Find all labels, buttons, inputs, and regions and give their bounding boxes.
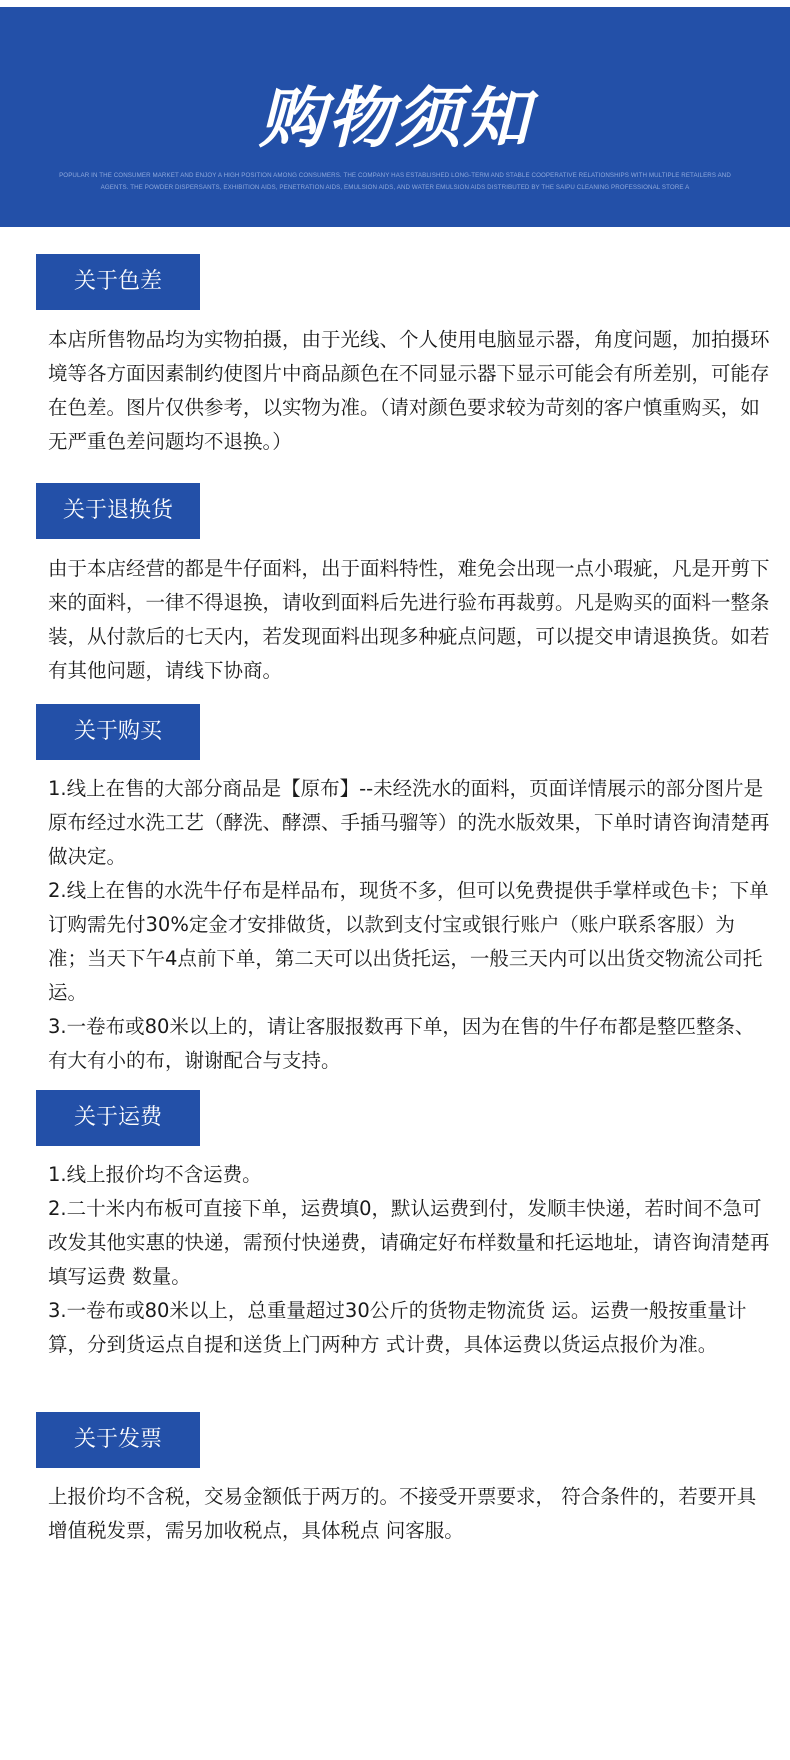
paragraph: 由于本店经营的都是牛仔面料，出于面料特性，难免会出现一点小瑕疵，凡是开剪下来的面料，一律不得退换，请收到面料后先进行验布再裁剪。凡是购买的面料一整条装，从付款后的七天内，若发现面料出现多种疵点问题，可以提交申请退换货。如若有其他问题，请线下协商。 [48, 557, 770, 682]
banner-subtitle: POPULAR IN THE CONSUMER MARKET AND ENJOY A HIGH POSITION AMONG CONSUMERS. THE COMPANY HAS ESTABLISHED LONG-TERM AND STABLE COOPERATIVE RELATIONSHIPS WITH MULTIPLE RETAILERS AND AGENTS. THE POWDER DISPERSANTS, EXHIBITION AIDS, PENETRATION AIDS, EMULSION AIDS, AND WATER EMULSION AIDS DISTRIBUTED BY THE SAIPU CLEANING PROFESSIONAL STORE A [59, 172, 731, 191]
section-heading-invoice: 关于发票 [36, 1412, 200, 1468]
paragraph: 3.一卷布或80米以上，总重量超过30公斤的货物走物流货 运。运费一般按重量计算，分到货运点自提和送货上门两种方 式计费，具体运费以货运点报价为准。 [48, 1299, 747, 1356]
header-banner [0, 7, 790, 227]
section-body-color-difference [48, 323, 770, 459]
section-heading-returns: 关于退换货 [36, 483, 200, 539]
paragraph: 3.一卷布或80米以上的，请让客服报数再下单，因为在售的牛仔布都是整匹整条、有大有小的布，谢谢配合与支持。 [48, 1015, 755, 1072]
paragraph: 2.线上在售的水洗牛仔布是样品布，现货不多，但可以免费提供手掌样或色卡；下单订购需先付30%定金才安排做货，以款到支付宝或银行账户（账户联系客服）为准；当天下午4点前下单，第二天可以出货托运，一般三天内可以出货交物流公司托运。 [48, 879, 769, 1004]
paragraph: 本店所售物品均为实物拍摄，由于光线、个人使用电脑显示器，角度问题，加拍摄环境等各方面因素制约使图片中商品颜色在不同显示器下显示可能会有所差别，可能存在色差。图片仅供参考，以实物为准。（请对颜色要求较为苛刻的客户慎重购买，如无严重色差问题均不退换。） [48, 328, 770, 453]
paragraph: 1.线上报价均不含运费。 [48, 1163, 262, 1186]
section-body-purchase [48, 772, 770, 1078]
paragraph: 2.二十米内布板可直接下单，运费填0，默认运费到付，发顺丰快递，若时间不急可改发其他实惠的快递，需预付快递费，请确定好布样数量和托运地址，请咨询清楚再填写运费 数量。 [48, 1197, 770, 1288]
paragraph: 1.线上在售的大部分商品是【原布】--未经洗水的面料，页面详情展示的部分图片是原布经过水洗工艺（酵洗、酵漂、手插马骝等）的洗水版效果，下单时请咨询清楚再做决定。 [48, 777, 770, 868]
page-title: 购物须知 [259, 80, 531, 157]
section-heading-color-difference: 关于色差 [36, 254, 200, 310]
paragraph: 上报价均不含税，交易金额低于两万的。不接受开票要求， 符合条件的，若要开具增值税发票，需另加收税点，具体税点 问客服。 [48, 1485, 757, 1542]
section-heading-shipping: 关于运费 [36, 1090, 200, 1146]
section-body-invoice [48, 1480, 770, 1548]
section-heading-purchase: 关于购买 [36, 704, 200, 760]
section-body-returns [48, 552, 770, 688]
section-body-shipping [48, 1158, 770, 1362]
